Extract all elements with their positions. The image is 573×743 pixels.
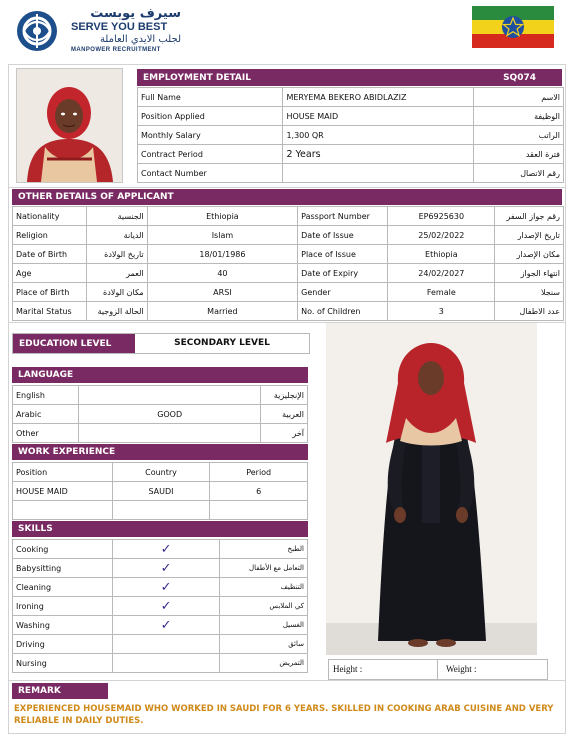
logo-mark-icon: [15, 9, 67, 53]
skill-check-icon: [112, 654, 220, 673]
language-row: [13, 405, 308, 424]
other-value: Ethiopia: [147, 207, 297, 226]
work-cell: SAUDI: [112, 482, 210, 501]
skill-label: Washing: [13, 616, 113, 635]
other-label: Place of Issue: [298, 245, 388, 264]
skill-check-icon: [112, 635, 220, 654]
employment-label-arabic: الاسم: [474, 88, 564, 107]
other-details-row: [13, 283, 564, 302]
skill-label-arabic: الطبخ: [220, 540, 308, 559]
company-subtitle: MANPOWER RECRUITMENT: [71, 47, 161, 53]
other-details-table: [12, 206, 564, 321]
skill-label: Driving: [13, 635, 113, 654]
language-label-arabic: آخر: [261, 424, 308, 443]
skill-label-arabic: سائق: [220, 635, 308, 654]
other-details-row: [13, 207, 564, 226]
other-details-header: OTHER DETAILS OF APPLICANT: [12, 189, 562, 205]
height-field: [329, 660, 438, 679]
work-cell: [210, 501, 308, 520]
other-label: Place of Birth: [13, 283, 87, 302]
employment-value: 2 Years: [283, 145, 474, 164]
other-label: Age: [13, 264, 87, 283]
work-experience-row: [13, 482, 308, 501]
other-label-arabic: تاريخ الإصدار: [495, 226, 564, 245]
skill-check-icon: ✓: [112, 616, 220, 635]
reference-code: SQ074: [503, 72, 536, 83]
skill-label-arabic: التعامل مع الأطفال: [220, 559, 308, 578]
employment-label: Position Applied: [138, 107, 283, 126]
applicant-portrait-photo: [16, 68, 123, 183]
skill-row: [13, 578, 308, 597]
work-cell: HOUSE MAID: [13, 482, 113, 501]
employment-detail-table: [137, 87, 564, 183]
work-experience-header-row: [13, 463, 308, 482]
skill-label-arabic: التنظيف: [220, 578, 308, 597]
employment-row: [138, 88, 564, 107]
other-label-arabic: انتهاء الجواز: [495, 264, 564, 283]
other-value: ARSI: [147, 283, 297, 302]
skill-label-arabic: كي الملابس: [220, 597, 308, 616]
language-label: Arabic: [13, 405, 79, 424]
employment-row: [138, 164, 564, 183]
other-label: Gender: [298, 283, 388, 302]
skill-check-icon: ✓: [112, 559, 220, 578]
other-value: Islam: [147, 226, 297, 245]
skill-row: [13, 597, 308, 616]
skills-header: SKILLS: [12, 521, 308, 537]
education-level-label: EDUCATION LEVEL: [13, 334, 135, 353]
company-name: SERVE YOU BEST: [71, 21, 168, 33]
other-details-row: [13, 245, 564, 264]
skill-label: Cooking: [13, 540, 113, 559]
language-label-arabic: العربية: [261, 405, 308, 424]
employment-value: MERYEMA BEKERO ABIDLAZIZ: [283, 88, 474, 107]
employment-label-arabic: الوظيفة: [474, 107, 564, 126]
other-label: No. of Children: [298, 302, 388, 321]
ethiopia-flag-icon: [472, 6, 554, 48]
height-label: Height :: [333, 664, 363, 674]
applicant-full-body-photo: [326, 323, 537, 655]
other-label-arabic: الحالة الزوجية: [87, 302, 148, 321]
other-label-arabic: الجنسية: [87, 207, 148, 226]
work-column-header: Period: [210, 463, 308, 482]
other-label-arabic: تاريخ الولادة: [87, 245, 148, 264]
weight-label: Weight :: [446, 664, 477, 674]
other-label-arabic: العمر: [87, 264, 148, 283]
other-value: Ethiopia: [388, 245, 495, 264]
skill-row: [13, 559, 308, 578]
employment-value: [283, 164, 474, 183]
other-label: Date of Expiry: [298, 264, 388, 283]
employment-value: 1,300 QR: [283, 126, 474, 145]
employment-label-arabic: رقم الاتصال: [474, 164, 564, 183]
other-label: Nationality: [13, 207, 87, 226]
language-value: [79, 424, 261, 443]
other-value: Female: [388, 283, 495, 302]
employment-label: Full Name: [138, 88, 283, 107]
work-column-header: Country: [112, 463, 210, 482]
skill-row: [13, 635, 308, 654]
work-experience-row: [13, 501, 308, 520]
education-row: [12, 333, 310, 354]
skill-label: Babysitting: [13, 559, 113, 578]
skill-label-arabic: الغسيل: [220, 616, 308, 635]
other-label-arabic: الديانة: [87, 226, 148, 245]
employment-label: Monthly Salary: [138, 126, 283, 145]
company-logo: [15, 6, 185, 56]
skill-check-icon: ✓: [112, 578, 220, 597]
language-header: LANGUAGE: [12, 367, 308, 383]
employment-label-arabic: فترة العقد: [474, 145, 564, 164]
other-label: Date of Issue: [298, 226, 388, 245]
education-level-value: SECONDARY LEVEL: [174, 338, 270, 348]
skill-label-arabic: التمريض: [220, 654, 308, 673]
other-value: 24/02/2027: [388, 264, 495, 283]
language-row: [13, 424, 308, 443]
employment-detail-header: [137, 69, 562, 86]
skill-check-icon: ✓: [112, 540, 220, 559]
other-value: EP6925630: [388, 207, 495, 226]
other-label: Date of Birth: [13, 245, 87, 264]
other-details-row: [13, 226, 564, 245]
language-label-arabic: الإنجليزية: [261, 386, 308, 405]
language-value: [79, 386, 261, 405]
other-label: Marital Status: [13, 302, 87, 321]
employment-row: [138, 126, 564, 145]
employment-row: [138, 107, 564, 126]
other-value: 3: [388, 302, 495, 321]
skill-row: [13, 616, 308, 635]
other-value: 25/02/2022: [388, 226, 495, 245]
language-label: English: [13, 386, 79, 405]
company-name-arabic: سيرف يوبست: [90, 6, 181, 21]
employment-label: Contract Period: [138, 145, 283, 164]
skill-label: Cleaning: [13, 578, 113, 597]
other-label-arabic: رقم جواز السفر: [495, 207, 564, 226]
remark-text: EXPERIENCED HOUSEMAID WHO WORKED IN SAUDI FOR 6 YEARS. SKILLED IN COOKING ARAB CUISINE AND VERY RELIABLE IN DAILY DUTIES.: [14, 704, 554, 726]
other-label-arabic: سنجلا: [495, 283, 564, 302]
skill-row: [13, 654, 308, 673]
language-value: GOOD: [79, 405, 261, 424]
measurements-row: [328, 659, 548, 680]
work-experience-table: [12, 462, 308, 520]
other-label-arabic: مكان الولادة: [87, 283, 148, 302]
other-label-arabic: عدد الاطفال: [495, 302, 564, 321]
work-cell: 6: [210, 482, 308, 501]
skill-label: Nursing: [13, 654, 113, 673]
remark-header: REMARK: [12, 683, 108, 699]
employment-label: Contact Number: [138, 164, 283, 183]
employment-value: HOUSE MAID: [283, 107, 474, 126]
language-table: [12, 385, 308, 443]
other-value: 18/01/1986: [147, 245, 297, 264]
other-details-row: [13, 302, 564, 321]
employment-detail-title: EMPLOYMENT DETAIL: [143, 72, 251, 83]
other-label-arabic: مكان الإصدار: [495, 245, 564, 264]
company-subtitle-arabic: لجلب الايدي العاملة: [99, 34, 181, 45]
skill-label: Ironing: [13, 597, 113, 616]
other-label: Religion: [13, 226, 87, 245]
language-row: [13, 386, 308, 405]
work-cell: [13, 501, 113, 520]
other-value: Married: [147, 302, 297, 321]
other-label: Passport Number: [298, 207, 388, 226]
work-experience-header: WORK EXPERIENCE: [12, 444, 308, 460]
language-label: Other: [13, 424, 79, 443]
employment-label-arabic: الراتب: [474, 126, 564, 145]
other-value: 40: [147, 264, 297, 283]
skill-check-icon: ✓: [112, 597, 220, 616]
skill-row: [13, 540, 308, 559]
work-cell: [112, 501, 210, 520]
work-column-header: Position: [13, 463, 113, 482]
other-details-row: [13, 264, 564, 283]
employment-row: [138, 145, 564, 164]
skills-table: [12, 539, 308, 673]
weight-field: [438, 660, 547, 679]
